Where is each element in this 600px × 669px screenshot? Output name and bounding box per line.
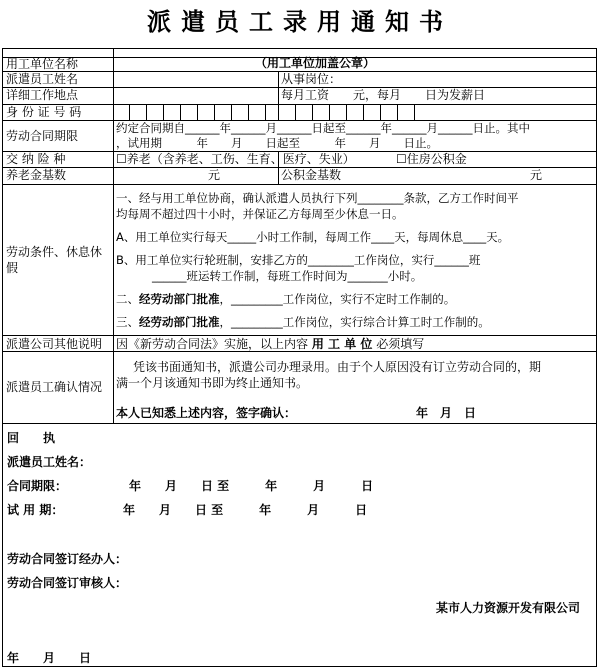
confirmation-text: 凭该书面通知书，派遣公司办理录用。由于个人原因没有订立劳动合同的，期	[133, 360, 542, 374]
insurance-option-pension: ☐养老（含养老、工伤、生育、医疗、失业）	[116, 152, 355, 166]
id-digit-box	[265, 104, 266, 120]
employee-name-label: 派遣员工姓名	[6, 72, 79, 86]
other-notes-text: 因《新劳动合同法》实施，以上内容 用 工 单 位 必须填写	[116, 337, 425, 351]
row-divider	[3, 184, 596, 185]
id-digit-box	[129, 104, 130, 120]
id-digit-box	[346, 104, 347, 120]
id-digit-box	[414, 104, 415, 120]
conditions-label-cont: 假	[6, 261, 19, 275]
id-digit-box	[197, 104, 198, 120]
company-name: 某市人力资源开发有限公司	[436, 601, 581, 615]
wage-text: 每月工资 元，每月 日为发薪日	[281, 88, 486, 102]
pension-base-label: 养老金基数	[6, 168, 67, 182]
insurance-option-housing-fund: ☐住房公积金	[396, 152, 467, 166]
page-title: 派遣员工录用通知书	[147, 8, 453, 36]
column-divider	[278, 71, 279, 120]
receipt-bottom-date: 年 月 日	[7, 651, 92, 665]
id-digit-box	[295, 104, 296, 120]
confirmation-signature-label: 本人已知悉上述内容，签字确认：	[116, 406, 297, 420]
receipt-probation-label: 试 用 期：	[7, 503, 64, 517]
receipt-probation-dates: 年 月 日 至 年 月 日	[123, 503, 368, 517]
insurance-label: 交 纳 险 种	[6, 152, 66, 166]
contract-period-line2: ，试用期 年 月 日起至 年 月 日止。	[116, 136, 438, 150]
receipt-contract-period-dates: 年 月 日 至 年 月 日	[129, 479, 374, 493]
employer-seal-note: （用工单位加盖公章）	[255, 56, 376, 70]
address-label: 详细工作地点	[6, 88, 79, 102]
housing-fund-base-label: 公积金基数	[281, 168, 342, 182]
id-digit-box	[397, 104, 398, 120]
row-divider	[3, 104, 596, 105]
condition-clause-b-cont: ______班运转工作制，每班工作时间为_______小时。	[152, 269, 423, 283]
receipt-employee-name-label: 派遣员工姓名：	[7, 455, 92, 469]
condition-clause-3: 三、经劳动部门批准，_________工作岗位，实行综合计算工时工作制的。	[116, 315, 490, 329]
receipt-contract-period-label: 合同期限：	[7, 479, 68, 493]
contract-period-label: 劳动合同期限	[6, 129, 79, 143]
id-number-label: 身 份 证 号 码	[6, 105, 82, 119]
confirmation-text-cont: 满一个月该通知书即为终止通知书。	[116, 376, 309, 390]
row-divider	[3, 335, 596, 336]
id-digit-box	[214, 104, 215, 120]
id-digit-box	[329, 104, 330, 120]
row-divider	[3, 423, 596, 424]
id-digit-box	[146, 104, 147, 120]
condition-clause-a: A、用工单位实行每天_____小时工作制，每周工作____天，每周休息____天。	[116, 230, 510, 244]
notice-form	[2, 48, 597, 667]
confirmation-date: 年 月 日	[416, 406, 477, 420]
contract-period-line1: 约定合同期自______年______月______日起至______年______月______日止。其中	[116, 121, 530, 135]
condition-clause-2: 二、经劳动部门批准，_________工作岗位，实行不定时工作制的。	[116, 292, 456, 306]
receipt-handler-label: 劳动合同签订经办人：	[7, 552, 128, 566]
id-digit-box	[312, 104, 313, 120]
conditions-label: 劳动条件、休息休	[6, 245, 103, 259]
id-digit-box	[380, 104, 381, 120]
id-digit-box	[180, 104, 181, 120]
id-digit-box	[363, 104, 364, 120]
employer-label: 用工单位名称	[6, 57, 79, 71]
condition-clause-1-cont: 均每周不超过四十小时，并保证乙方每周至少休息一日。	[116, 207, 404, 221]
id-digit-box	[163, 104, 164, 120]
pension-base-unit: 元	[208, 168, 221, 182]
id-digit-box	[248, 104, 249, 120]
confirmation-label: 派遣员工确认情况	[6, 380, 103, 394]
receipt-title: 回 执	[7, 431, 56, 445]
position-label: 从事岗位：	[281, 72, 342, 86]
condition-clause-b: B、用工单位实行轮班制，安排乙方的________工作岗位，实行______班	[116, 253, 481, 267]
other-notes-label: 派遣公司其他说明	[6, 337, 103, 351]
column-divider	[113, 49, 114, 423]
condition-clause-1: 一、经与用工单位协商，确认派遣人员执行下列________条款，乙方工作时间平	[116, 191, 519, 205]
row-divider	[3, 351, 596, 352]
housing-fund-base-unit: 元	[530, 168, 543, 182]
receipt-reviewer-label: 劳动合同签订审核人：	[7, 576, 128, 590]
id-digit-box	[231, 104, 232, 120]
